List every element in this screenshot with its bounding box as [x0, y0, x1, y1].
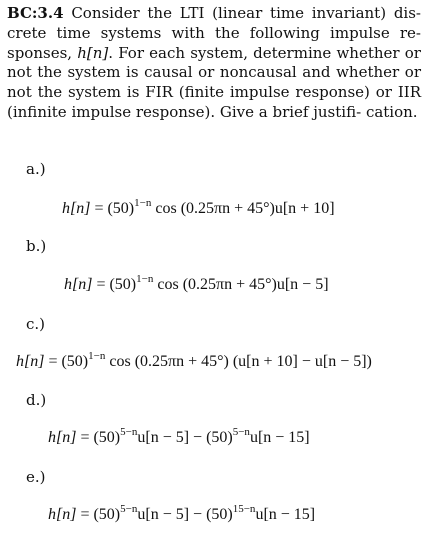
equation-c-lhs: h[n] — [16, 353, 45, 370]
problem-paragraph — [7, 4, 421, 123]
equation-d-middle: u[n − 5] − (50) — [137, 429, 233, 446]
problem-text-line-6: IIR (infinite impulse response). Give a brief justifi- — [7, 83, 421, 121]
equation-c-rest: cos (0.25πn + 45°) (u[n + 10] − u[n − 5]) — [105, 353, 372, 370]
impulse-response-symbol: h[n] — [77, 43, 109, 62]
equation-a-exponent: 1−n — [134, 197, 152, 209]
equation-a-lhs: h[n] — [62, 200, 91, 217]
item-label-a: a.) — [26, 160, 46, 178]
equation-b-exponent: 1−n — [136, 273, 154, 285]
problem-text-line-1: Consider the LTI (linear time invariant) dis- — [71, 4, 421, 22]
equation-a-rest: cos (0.25πn + 45°)u[n + 10] — [151, 200, 335, 217]
equation-b-rest: cos (0.25πn + 45°)u[n − 5] — [153, 276, 329, 293]
equation-b-base: = (50) — [92, 276, 137, 293]
problem-text-line-7: cation. — [365, 102, 418, 121]
equation-e-exponent-2: 15−n — [232, 503, 256, 515]
problem-text-line-4: or not the system is causal or noncausal and whether — [7, 43, 421, 82]
problem-statement — [7, 4, 421, 123]
equation-d-base: = (50) — [76, 429, 121, 446]
equation-e-base: = (50) — [76, 506, 121, 523]
equation-b — [64, 275, 329, 296]
problem-id: BC:3.4 — [7, 4, 64, 22]
equation-d — [48, 428, 310, 449]
equation-e-exponent-1: 5−n — [120, 503, 138, 515]
item-label-b: b.) — [26, 237, 47, 255]
item-label-e: e.) — [26, 468, 46, 486]
equation-c — [16, 352, 372, 373]
equation-d-lhs: h[n] — [48, 429, 77, 446]
equation-a — [62, 199, 335, 220]
equation-c-exponent: 1−n — [88, 350, 106, 362]
item-label-d: d.) — [26, 391, 47, 409]
problem-text-line-3b: . For each system, determine whether — [108, 43, 400, 62]
equation-d-rest: u[n − 15] — [249, 429, 310, 446]
equation-d-exponent-1: 5−n — [120, 426, 138, 438]
equation-e-middle: u[n − 5] − (50) — [137, 506, 233, 523]
equation-b-lhs: h[n] — [64, 276, 93, 293]
problem-text-line-5: or not the system is FIR (finite impulse response) or — [7, 63, 421, 102]
item-label-c: c.) — [26, 315, 46, 333]
equation-e-lhs: h[n] — [48, 506, 77, 523]
problem-text-line-3a: sponses, — [7, 43, 78, 62]
equation-d-exponent-2: 5−n — [232, 426, 250, 438]
equation-e — [48, 505, 315, 526]
equation-a-base: = (50) — [90, 200, 135, 217]
problem-text-line-2: crete time systems with the following impulse re- — [7, 23, 421, 42]
equation-e-rest: u[n − 15] — [255, 506, 316, 523]
equation-c-base: = (50) — [44, 353, 89, 370]
